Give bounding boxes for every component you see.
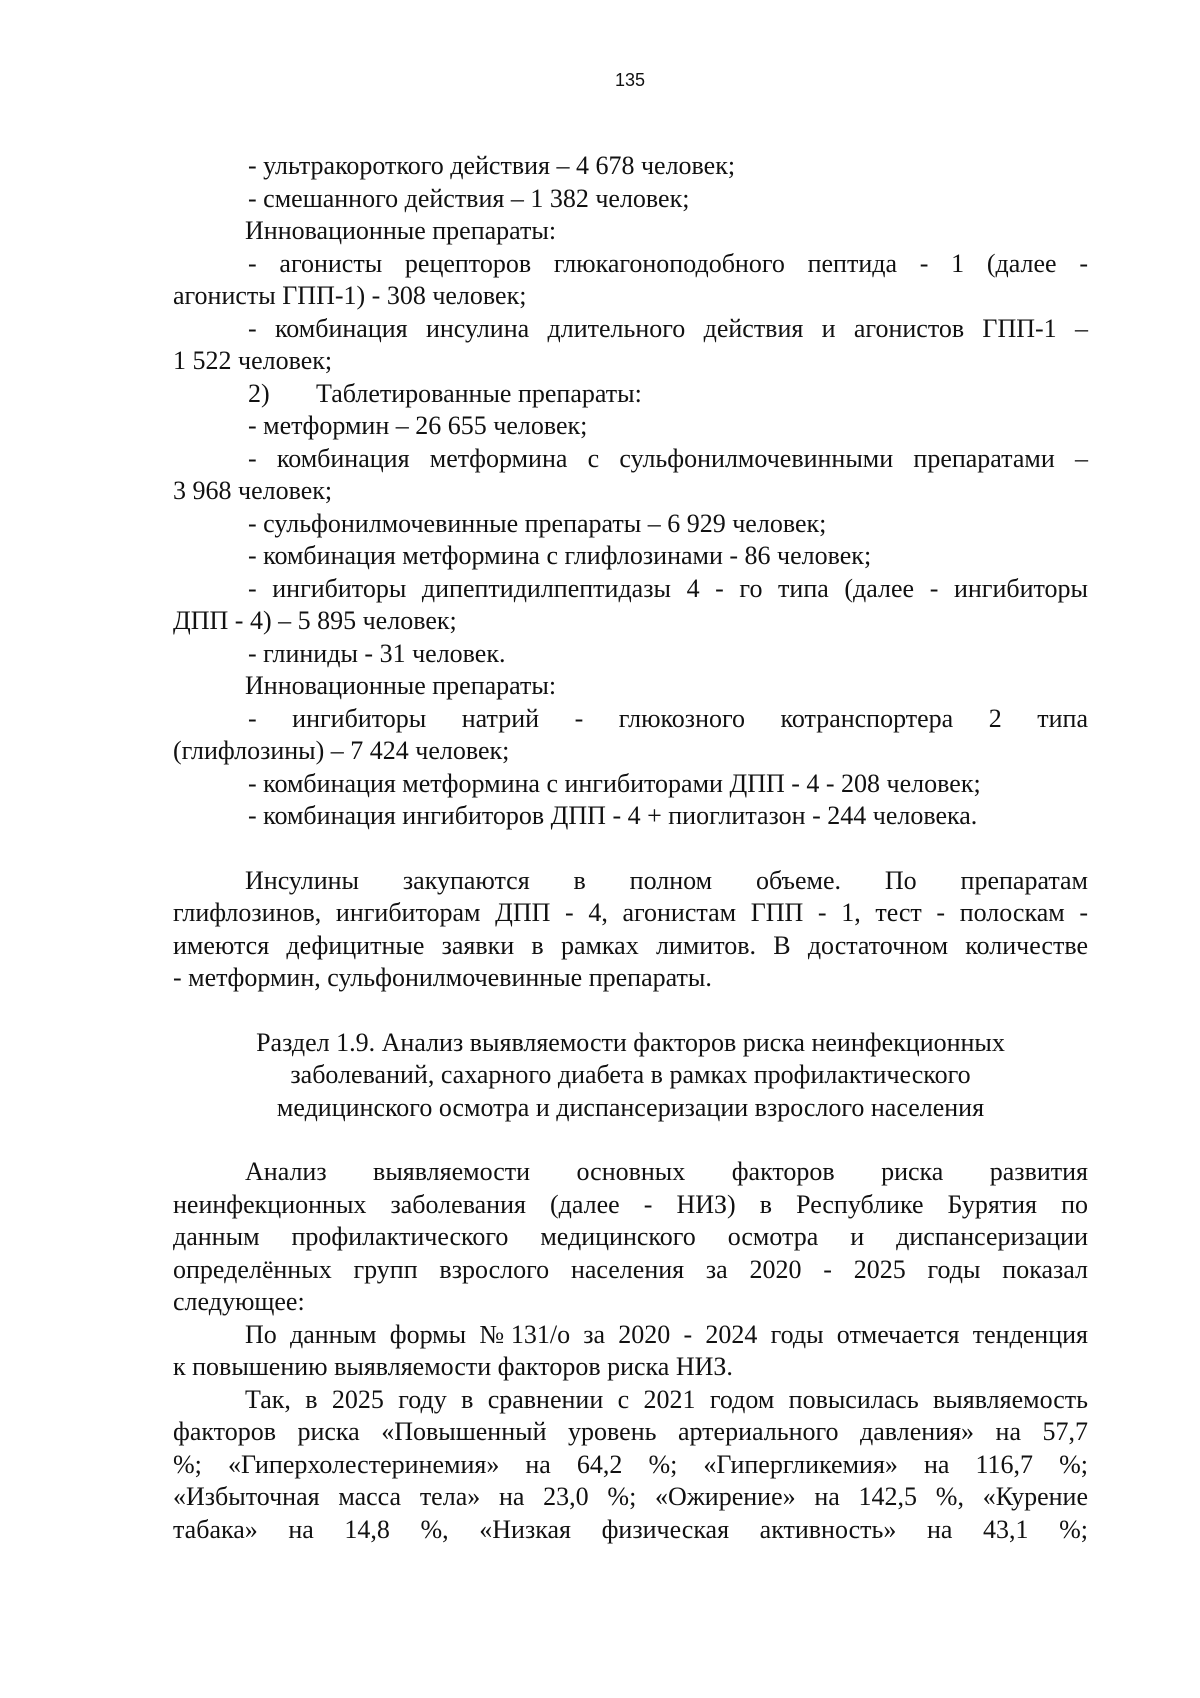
list-item: - комбинация ингибиторов ДПП - 4 + пиоглитазон - 244 человека.	[248, 801, 978, 830]
list-item-continuation: (глифлозины) – 7 424 человек;	[173, 736, 510, 765]
list-item: - комбинация метформина с ингибиторами ДПП - 4 - 208 человек;	[248, 768, 981, 798]
item-text: Таблетированные препараты:	[316, 378, 642, 408]
list-item: - ультракороткого действия – 4 678 человек;	[248, 151, 736, 180]
paragraph-line: факторов риска «Повышенный уровень артериального давления» на 57,7	[173, 1417, 1088, 1446]
list-item: - ингибиторы натрий - глюкозного котранспортера 2 типа	[248, 703, 1088, 733]
paragraph-line: данным профилактического медицинского осмотра и диспансеризации	[173, 1222, 1088, 1251]
spacer	[173, 995, 1088, 1027]
list-item: - ингибиторы дипептидилпептидазы 4 - го типа (далее - ингибиторы	[248, 573, 1088, 603]
list-item: - агонисты рецепторов глюкагоноподобного пептида - 1 (далее -	[248, 248, 1088, 278]
paragraph-line: Инсулины закупаются в полном объеме. По препаратам	[245, 865, 1088, 895]
paragraph-line: к повышению выявляемости факторов риска НИЗ.	[173, 1352, 733, 1381]
list-item-continuation: 3 968 человек;	[173, 476, 333, 505]
list-item-continuation: ДПП - 4) – 5 895 человек;	[173, 606, 457, 635]
document-body	[173, 150, 1088, 1546]
list-item: - комбинация инсулина длительного действия и агонистов ГПП-1 –	[248, 313, 1088, 343]
numbered-item	[173, 378, 1088, 411]
paragraph-line: - метформин, сульфонилмочевинные препараты.	[173, 963, 712, 992]
list-item: - глиниды - 31 человек.	[248, 638, 506, 668]
subheading: Инновационные препараты:	[245, 216, 557, 245]
section-heading: медицинского осмотра и диспансеризации взрослого населения	[276, 1092, 985, 1122]
list-item: - метформин – 26 655 человек;	[248, 411, 588, 440]
list-item-continuation: 1 522 человек;	[173, 346, 333, 375]
item-number: 2)	[248, 378, 270, 408]
paragraph-line: имеются дефицитные заявки в рамках лимитов. В достаточном количестве	[173, 930, 1088, 960]
list-item: - сульфонилмочевинные препараты – 6 929 человек;	[248, 508, 827, 538]
list-item: - комбинация метформина с глифлозинами - 86 человек;	[248, 541, 872, 570]
list-item: - смешанного действия – 1 382 человек;	[248, 183, 690, 213]
spacer	[173, 833, 1088, 865]
paragraph-line: Так, в 2025 году в сравнении с 2021 годом повысилась выявляемость	[245, 1384, 1088, 1414]
paragraph-line: %; «Гиперхолестеринемия» на 64,2 %; «Гипергликемия» на 116,7 %;	[173, 1449, 1088, 1479]
paragraph-line: определённых групп взрослого населения за 2020 - 2025 годы показал	[173, 1254, 1088, 1284]
list-item: - комбинация метформина с сульфонилмочевинными препаратами –	[248, 443, 1088, 473]
section-heading: заболеваний, сахарного диабета в рамках профилактического	[290, 1060, 971, 1089]
paragraph-line: неинфекционных заболевания (далее - НИЗ) в Республике Бурятия по	[173, 1189, 1088, 1219]
paragraph-line: По данным формы №131/о за 2020 - 2024 годы отмечается тенденция	[245, 1319, 1088, 1349]
subheading: Инновационные препараты:	[245, 671, 557, 700]
list-item-continuation: агонисты ГПП-1) - 308 человек;	[173, 281, 527, 310]
paragraph-line: Анализ выявляемости основных факторов риска развития	[245, 1157, 1088, 1186]
paragraph-line: глифлозинов, ингибиторам ДПП - 4, агонистам ГПП - 1, тест - полоскам -	[173, 898, 1088, 927]
page-number: 135	[614, 70, 646, 90]
section-heading: Раздел 1.9. Анализ выявляемости факторов риска неинфекционных	[256, 1027, 1005, 1057]
paragraph-line: «Избыточная масса тела» на 23,0 %; «Ожирение» на 142,5 %, «Курение	[173, 1482, 1088, 1511]
spacer	[173, 1124, 1088, 1156]
paragraph-line: табака» на 14,8 %, «Низкая физическая активность» на 43,1 %;	[173, 1514, 1088, 1544]
paragraph-line: следующее:	[173, 1287, 305, 1316]
